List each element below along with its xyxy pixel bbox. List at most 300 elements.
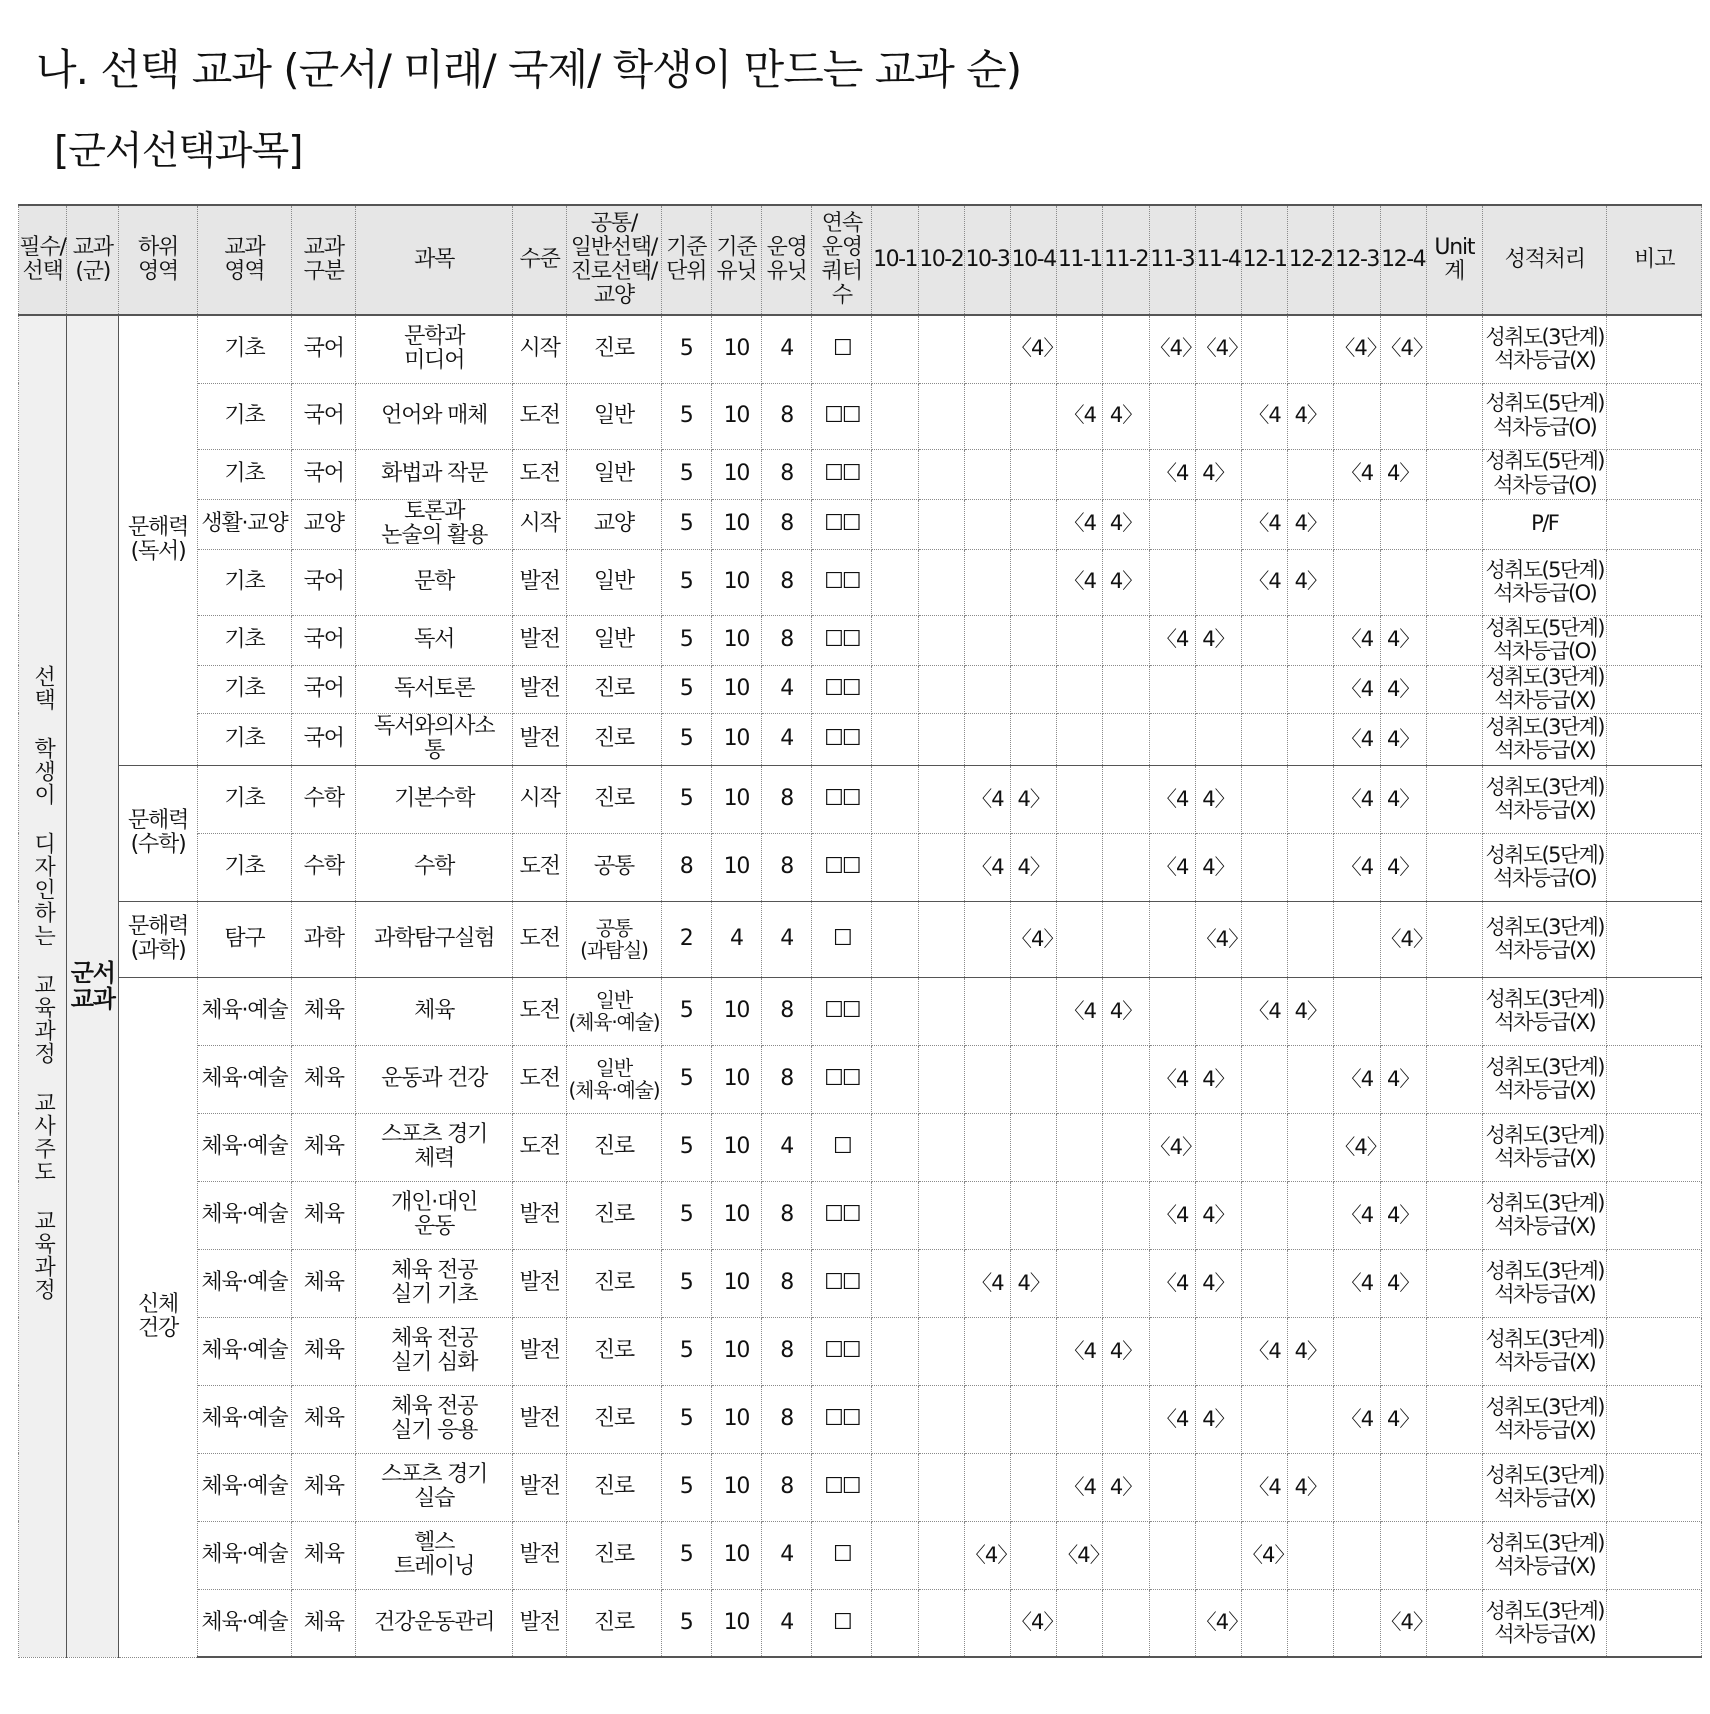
note-cell [1607,977,1702,1045]
standard-units-cell: 10 [711,383,761,449]
consecutive-quarters-checkbox-icon: ☐ [812,1589,872,1657]
quarter-cell [1195,1113,1241,1181]
operating-units-cell: 8 [762,449,812,499]
note-cell [1607,665,1702,713]
quarter-cell [872,449,918,499]
division-cell: 체육 [292,1589,356,1657]
area-cell: 기초 [197,549,291,615]
table-row [19,1453,1702,1521]
operating-units-cell: 8 [762,499,812,549]
note-cell [1607,901,1702,977]
grading-cell: 성취도(3단계) 석차등급(X) [1482,1249,1607,1317]
quarter-cell [872,499,918,549]
unit-total-cell [1426,901,1482,977]
quarter-cell [1380,549,1426,615]
subject-cell: 독서토론 [356,665,513,713]
column-header: 과목 [356,205,513,315]
subject-cell: 독서 [356,615,513,665]
curriculum-table [18,204,1702,1658]
consecutive-quarters-checkbox-icon: ☐ [812,1521,872,1589]
division-cell: 국어 [292,713,356,765]
quarter-cell: 〈4 [1334,833,1380,901]
level-cell: 도전 [513,449,567,499]
quarter-cell [1195,1317,1241,1385]
consecutive-quarters-checkbox-icon: ☐☐ [812,833,872,901]
quarter-cell [1103,1249,1149,1317]
quarter-cell [1288,315,1334,383]
quarter-cell [872,765,918,833]
quarter-cell: 〈4 [1057,977,1103,1045]
subject-cell: 운동과 건강 [356,1045,513,1113]
quarter-cell [1195,549,1241,615]
quarter-cell [1103,713,1149,765]
quarter-cell [872,1521,918,1589]
quarter-cell: 〈4〉 [1011,901,1057,977]
area-cell: 체육·예술 [197,1385,291,1453]
consecutive-quarters-checkbox-icon: ☐☐ [812,449,872,499]
quarter-cell [1103,665,1149,713]
level-cell: 도전 [513,977,567,1045]
quarter-cell: 4〉 [1011,833,1057,901]
grading-cell: 성취도(3단계) 석차등급(X) [1482,1317,1607,1385]
level-cell: 도전 [513,901,567,977]
standard-unit-cell: 5 [661,1113,711,1181]
quarter-cell [1241,765,1287,833]
course-type-cell: 진로 [567,315,661,383]
quarter-cell [1380,1453,1426,1521]
division-cell: 체육 [292,1317,356,1385]
quarter-cell [1334,1589,1380,1657]
note-cell [1607,1453,1702,1521]
quarter-cell [1011,1317,1057,1385]
quarter-cell [1195,383,1241,449]
column-header: 성적처리 [1482,205,1607,315]
table-row [19,977,1702,1045]
quarter-cell [1334,549,1380,615]
quarter-cell: 〈4 [964,765,1010,833]
level-cell: 도전 [513,1045,567,1113]
quarter-cell [1057,615,1103,665]
quarter-cell [1241,1249,1287,1317]
standard-unit-cell: 5 [661,615,711,665]
standard-units-cell: 10 [711,1317,761,1385]
quarter-cell [964,713,1010,765]
quarter-cell [1057,833,1103,901]
quarter-cell [964,1181,1010,1249]
level-cell: 시작 [513,499,567,549]
quarter-cell: 4〉 [1195,1181,1241,1249]
course-type-cell: 진로 [567,1589,661,1657]
quarter-cell: 4〉 [1380,449,1426,499]
column-header: 기준 단위 [661,205,711,315]
note-cell [1607,833,1702,901]
quarter-cell [872,383,918,449]
quarter-cell [1380,1521,1426,1589]
consecutive-quarters-checkbox-icon: ☐☐ [812,549,872,615]
quarter-cell [1241,1385,1287,1453]
quarter-cell: 〈4 [1241,1453,1287,1521]
consecutive-quarters-checkbox-icon: ☐☐ [812,499,872,549]
subarea-cell: 문해력 (독서) [119,315,197,765]
level-cell: 도전 [513,383,567,449]
note-cell [1607,1589,1702,1657]
division-cell: 국어 [292,315,356,383]
standard-unit-cell: 5 [661,383,711,449]
quarter-cell [1149,1521,1195,1589]
quarter-cell: 4〉 [1011,1249,1057,1317]
subject-cell: 체육 전공 실기 응용 [356,1385,513,1453]
quarter-cell: 〈4 [1057,549,1103,615]
subject-cell: 화법과 작문 [356,449,513,499]
note-cell [1607,765,1702,833]
division-cell: 국어 [292,549,356,615]
note-cell [1607,549,1702,615]
quarter-cell [964,315,1010,383]
table-row [19,1521,1702,1589]
quarter-cell [1057,765,1103,833]
quarter-cell [872,713,918,765]
subject-cell: 체육 [356,977,513,1045]
table-row [19,549,1702,615]
column-header: 연속 운영 쿼터 수 [812,205,872,315]
quarter-cell [872,1045,918,1113]
course-type-cell: 일반 [567,615,661,665]
quarter-cell: 4〉 [1195,833,1241,901]
area-cell: 기초 [197,713,291,765]
unit-total-cell [1426,1045,1482,1113]
quarter-cell [1011,1045,1057,1113]
operating-units-cell: 8 [762,765,812,833]
standard-units-cell: 10 [711,665,761,713]
quarter-cell [918,1589,964,1657]
table-row [19,901,1702,977]
quarter-cell: 〈4 [1241,499,1287,549]
quarter-cell: 〈4 [1057,383,1103,449]
quarter-cell [1241,449,1287,499]
column-header: 12-3 [1334,205,1380,315]
quarter-cell: 〈4 [1149,615,1195,665]
quarter-cell: 〈4〉 [1241,1521,1287,1589]
quarter-cell [1195,713,1241,765]
column-header: 교과 구분 [292,205,356,315]
quarter-cell: 〈4 [1334,1385,1380,1453]
unit-total-cell [1426,665,1482,713]
standard-units-cell: 10 [711,1521,761,1589]
unit-total-cell [1426,713,1482,765]
operating-units-cell: 8 [762,1317,812,1385]
level-cell: 발전 [513,1181,567,1249]
division-cell: 체육 [292,1453,356,1521]
column-header: 11-3 [1149,205,1195,315]
quarter-cell [918,833,964,901]
quarter-cell [1057,1589,1103,1657]
standard-unit-cell: 5 [661,1317,711,1385]
division-cell: 체육 [292,1181,356,1249]
quarter-cell: 〈4 [1057,1453,1103,1521]
division-cell: 체육 [292,1045,356,1113]
consecutive-quarters-checkbox-icon: ☐☐ [812,713,872,765]
grading-cell: 성취도(3단계) 석차등급(X) [1482,1589,1607,1657]
level-cell: 발전 [513,1249,567,1317]
unit-total-cell [1426,449,1482,499]
quarter-cell: 〈4 [964,833,1010,901]
table-row [19,499,1702,549]
quarter-cell [1057,449,1103,499]
quarter-cell [1288,1589,1334,1657]
quarter-cell [964,1385,1010,1453]
course-type-cell: 일반 (체육·예술) [567,977,661,1045]
column-header: 11-4 [1195,205,1241,315]
quarter-cell [1103,1521,1149,1589]
quarter-cell: 〈4 [1057,499,1103,549]
subject-cell: 체육 전공 실기 심화 [356,1317,513,1385]
unit-total-cell [1426,1181,1482,1249]
quarter-cell: 〈4〉 [1334,1113,1380,1181]
quarter-cell [918,1113,964,1181]
quarter-cell [964,549,1010,615]
area-cell: 탐구 [197,901,291,977]
header-row [19,205,1702,315]
note-cell [1607,383,1702,449]
division-cell: 체육 [292,1113,356,1181]
quarter-cell: 4〉 [1195,765,1241,833]
quarter-cell: 4〉 [1288,1453,1334,1521]
quarter-cell: 4〉 [1380,1249,1426,1317]
area-cell: 체육·예술 [197,1249,291,1317]
standard-unit-cell: 5 [661,665,711,713]
subject-cell: 문학 [356,549,513,615]
column-header: 12-4 [1380,205,1426,315]
unit-total-cell [1426,1249,1482,1317]
area-cell: 기초 [197,765,291,833]
quarter-cell [964,1113,1010,1181]
consecutive-quarters-checkbox-icon: ☐☐ [812,765,872,833]
division-cell: 과학 [292,901,356,977]
subject-cell: 건강운동관리 [356,1589,513,1657]
quarter-cell: 4〉 [1288,1317,1334,1385]
quarter-cell [1149,383,1195,449]
note-cell [1607,1249,1702,1317]
course-type-cell: 진로 [567,665,661,713]
quarter-cell: 〈4 [1149,1385,1195,1453]
quarter-cell [1011,383,1057,449]
table-row [19,665,1702,713]
quarter-cell: 〈4 [1057,1317,1103,1385]
quarter-cell [1011,615,1057,665]
quarter-cell [872,1385,918,1453]
quarter-cell [918,1181,964,1249]
quarter-cell: 4〉 [1103,499,1149,549]
quarter-cell: 4〉 [1195,1045,1241,1113]
note-cell [1607,1045,1702,1113]
quarter-cell [872,1249,918,1317]
area-cell: 체육·예술 [197,1317,291,1385]
division-cell: 교양 [292,499,356,549]
quarter-cell [964,1045,1010,1113]
area-cell: 체육·예술 [197,1113,291,1181]
quarter-cell: 4〉 [1195,615,1241,665]
quarter-cell [1195,977,1241,1045]
quarter-cell: 4〉 [1103,977,1149,1045]
quarter-cell: 4〉 [1380,1045,1426,1113]
operating-units-cell: 8 [762,383,812,449]
division-cell: 국어 [292,449,356,499]
quarter-cell [1334,901,1380,977]
quarter-cell [1011,713,1057,765]
operating-units-cell: 4 [762,315,812,383]
column-header: 11-2 [1103,205,1149,315]
quarter-cell: 〈4〉 [964,1521,1010,1589]
quarter-cell [1241,1181,1287,1249]
quarter-cell: 〈4〉 [1195,315,1241,383]
quarter-cell [1103,449,1149,499]
quarter-cell [1241,1589,1287,1657]
column-header: 교과 영역 [197,205,291,315]
operating-units-cell: 8 [762,1181,812,1249]
quarter-cell [1011,1521,1057,1589]
quarter-cell: 4〉 [1103,1317,1149,1385]
quarter-cell [918,1521,964,1589]
table-row [19,1181,1702,1249]
standard-unit-cell: 5 [661,713,711,765]
quarter-cell: 〈4 [1149,765,1195,833]
course-type-cell: 일반 [567,383,661,449]
category-cell [19,315,67,1657]
quarter-cell [1011,665,1057,713]
note-cell [1607,315,1702,383]
quarter-cell: 〈4 [1334,1181,1380,1249]
quarter-cell [1011,549,1057,615]
quarter-cell [918,1453,964,1521]
level-cell: 발전 [513,713,567,765]
standard-unit-cell: 8 [661,833,711,901]
quarter-cell: 4〉 [1380,833,1426,901]
quarter-cell [1288,1181,1334,1249]
quarter-cell [872,315,918,383]
standard-unit-cell: 5 [661,499,711,549]
quarter-cell: 4〉 [1288,549,1334,615]
quarter-cell: 4〉 [1195,449,1241,499]
quarter-cell [1149,499,1195,549]
table-row [19,383,1702,449]
grading-cell: 성취도(5단계) 석차등급(O) [1482,833,1607,901]
operating-units-cell: 8 [762,977,812,1045]
area-cell: 체육·예술 [197,1521,291,1589]
quarter-cell [1149,1589,1195,1657]
quarter-cell [1288,713,1334,765]
column-header: 12-2 [1288,205,1334,315]
quarter-cell [918,665,964,713]
division-cell: 수학 [292,765,356,833]
table-row [19,1317,1702,1385]
consecutive-quarters-checkbox-icon: ☐ [812,1113,872,1181]
grading-cell: 성취도(3단계) 석차등급(X) [1482,765,1607,833]
quarter-cell: 〈4〉 [1334,315,1380,383]
table-row [19,1113,1702,1181]
course-type-cell: 진로 [567,1453,661,1521]
course-type-cell: 진로 [567,1521,661,1589]
course-type-cell: 일반 (체육·예술) [567,1045,661,1113]
column-header: 10-1 [872,205,918,315]
quarter-cell [918,901,964,977]
quarter-cell [872,665,918,713]
consecutive-quarters-checkbox-icon: ☐☐ [812,1385,872,1453]
quarter-cell: 〈4〉 [1380,1589,1426,1657]
quarter-cell [1057,901,1103,977]
division-cell: 국어 [292,665,356,713]
area-cell: 기초 [197,315,291,383]
course-type-cell: 진로 [567,1317,661,1385]
standard-units-cell: 10 [711,1113,761,1181]
standard-units-cell: 10 [711,1045,761,1113]
subarea-cell: 문해력 (수학) [119,765,197,901]
table-row [19,615,1702,665]
unit-total-cell [1426,1453,1482,1521]
column-header: 12-1 [1241,205,1287,315]
quarter-cell [964,901,1010,977]
unit-total-cell [1426,383,1482,449]
standard-units-cell: 10 [711,615,761,665]
unit-total-cell [1426,615,1482,665]
quarter-cell: 〈4〉 [1380,315,1426,383]
quarter-cell [1103,1589,1149,1657]
quarter-cell [1057,1045,1103,1113]
level-cell: 발전 [513,1589,567,1657]
unit-total-cell [1426,833,1482,901]
quarter-cell: 〈4〉 [1011,1589,1057,1657]
quarter-cell [1241,713,1287,765]
subject-cell: 문학과 미디어 [356,315,513,383]
standard-unit-cell: 2 [661,901,711,977]
course-type-cell: 일반 [567,549,661,615]
subject-cell: 수학 [356,833,513,901]
column-header: 하위 영역 [119,205,197,315]
table-row [19,713,1702,765]
grading-cell: 성취도(5단계) 석차등급(O) [1482,383,1607,449]
table-row [19,1385,1702,1453]
quarter-cell [1195,1521,1241,1589]
quarter-cell [1149,1453,1195,1521]
column-header: 수준 [513,205,567,315]
grading-cell: 성취도(3단계) 석차등급(X) [1482,713,1607,765]
operating-units-cell: 4 [762,1521,812,1589]
area-cell: 체육·예술 [197,1181,291,1249]
quarter-cell [1380,1317,1426,1385]
column-header: 운영 유닛 [762,205,812,315]
quarter-cell: 〈4 [1334,449,1380,499]
area-cell: 기초 [197,449,291,499]
quarter-cell: 4〉 [1380,615,1426,665]
quarter-cell [1241,315,1287,383]
quarter-cell [918,1249,964,1317]
standard-unit-cell: 5 [661,1453,711,1521]
quarter-cell [964,499,1010,549]
subject-cell: 토론과 논술의 활용 [356,499,513,549]
level-cell: 시작 [513,315,567,383]
quarter-cell: 4〉 [1380,665,1426,713]
quarter-cell: 〈4 [1149,1181,1195,1249]
quarter-cell [1057,1113,1103,1181]
standard-unit-cell: 5 [661,315,711,383]
level-cell: 발전 [513,1385,567,1453]
quarter-cell [1011,1453,1057,1521]
consecutive-quarters-checkbox-icon: ☐ [812,315,872,383]
unit-total-cell [1426,1113,1482,1181]
quarter-cell [1011,449,1057,499]
column-header: 11-1 [1057,205,1103,315]
subject-cell: 체육 전공 실기 기초 [356,1249,513,1317]
quarter-cell: 〈4 [1241,977,1287,1045]
